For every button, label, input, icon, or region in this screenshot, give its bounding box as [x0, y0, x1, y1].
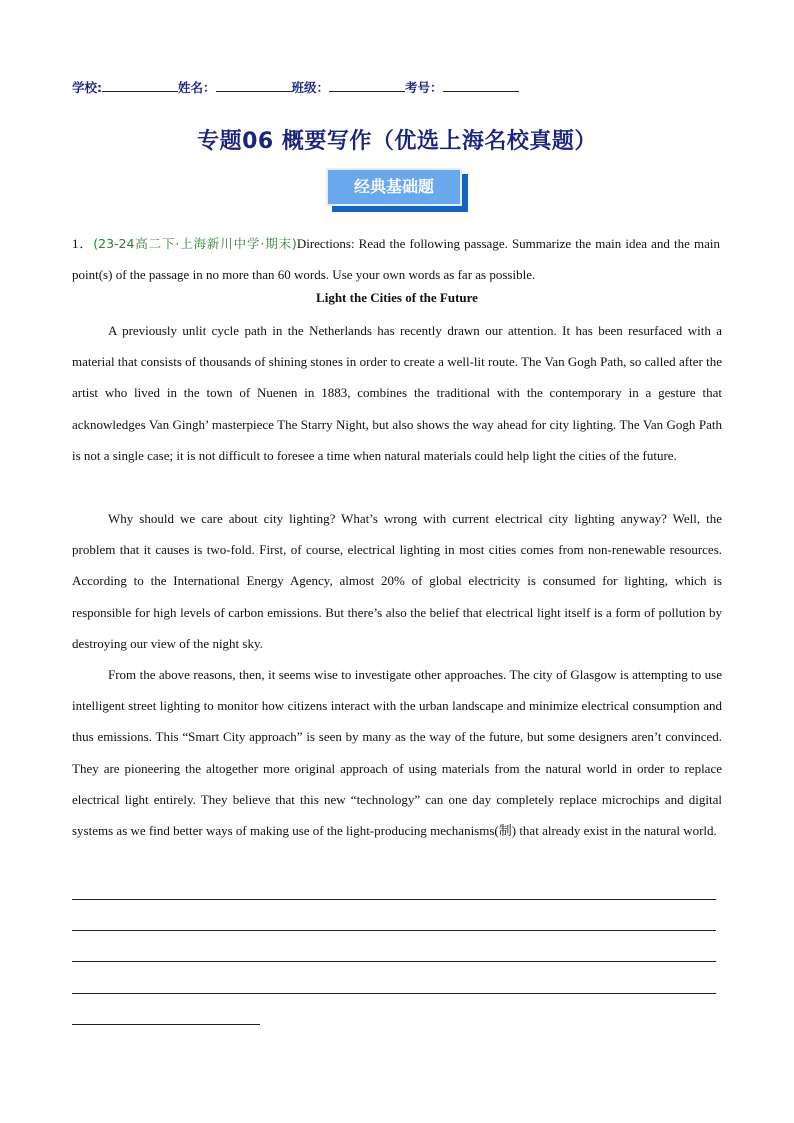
passage-title: Light the Cities of the Future [316, 290, 478, 305]
student-info-header [72, 78, 519, 96]
page-title: 专题06 概要写作（优选上海名校真题） [197, 129, 597, 154]
passage-paragraph-3: From the above reasons, then, it seems wise to investigate other approaches. The city of Glasgow is attempting to use intelligent street lighting to monitor how citizens interact with the urban landscape and minimize electrical consumption and thus emissions. This “Smart City approach” is seen by many as the way of the future, but some designers aren’t convinced. They are pioneering the altogether more original approach of using materials from the natural world in order to replace electrical light entirely. They believe that this new “technology” can one day completely replace microchips and digital systems as we find better ways of making use of the light-producing mechanisms(制) that already exist in the natural world. [72, 667, 722, 839]
badge-label: 经典基础题 [326, 168, 462, 206]
exam-number-field[interactable]: 考号： [405, 78, 519, 96]
answer-line-5[interactable] [72, 1024, 260, 1025]
answer-line-2[interactable] [72, 930, 716, 931]
directions-text: Directions: Read the following passage. Summarize the main idea and the main point(s) of the passage in no more than 60 words. Use your own words as far as possible. [72, 236, 720, 282]
class-field[interactable]: 班级： [292, 78, 406, 96]
question-source: (23-24高二下·上海新川中学·期末) [93, 236, 297, 251]
school-field[interactable]: 学校: [72, 78, 178, 96]
passage-paragraph-2: Why should we care about city lighting? What’s wrong with current electrical city lighting anyway? Well, the problem that it causes is two-fold. First, of course, electrical lighting in most cities comes from non-renewable resources. According to the International Energy Agency, almost 20% of global electricity is consumed for lighting, which is responsible for high levels of carbon emissions. But there’s also the belief that electrical light itself is a form of pollution by destroying our view of the night sky. [72, 511, 722, 651]
question-directions [72, 228, 720, 290]
answer-line-3[interactable] [72, 961, 716, 962]
name-field[interactable]: 姓名： [178, 78, 292, 96]
answer-line-1[interactable] [72, 899, 716, 900]
passage-paragraph-1: A previously unlit cycle path in the Netherlands has recently drawn our attention. It has been resurfaced with a material that consists of thousands of shining stones in order to create a well-lit route. The Van Gogh Path, so called after the artist who lived in the town of Nuenen in 1883, combines the traditional with the contemporary in a gesture that acknowledges Van Gingh’ masterpiece The Starry Night, but also shows the way ahead for city lighting. The Van Gogh Path is not a single case; it is not difficult to foresee a time when natural materials could help light the cities of the future. [72, 323, 722, 463]
answer-line-4[interactable] [72, 993, 716, 994]
section-badge [326, 168, 468, 212]
question-number: 1． [72, 236, 94, 251]
